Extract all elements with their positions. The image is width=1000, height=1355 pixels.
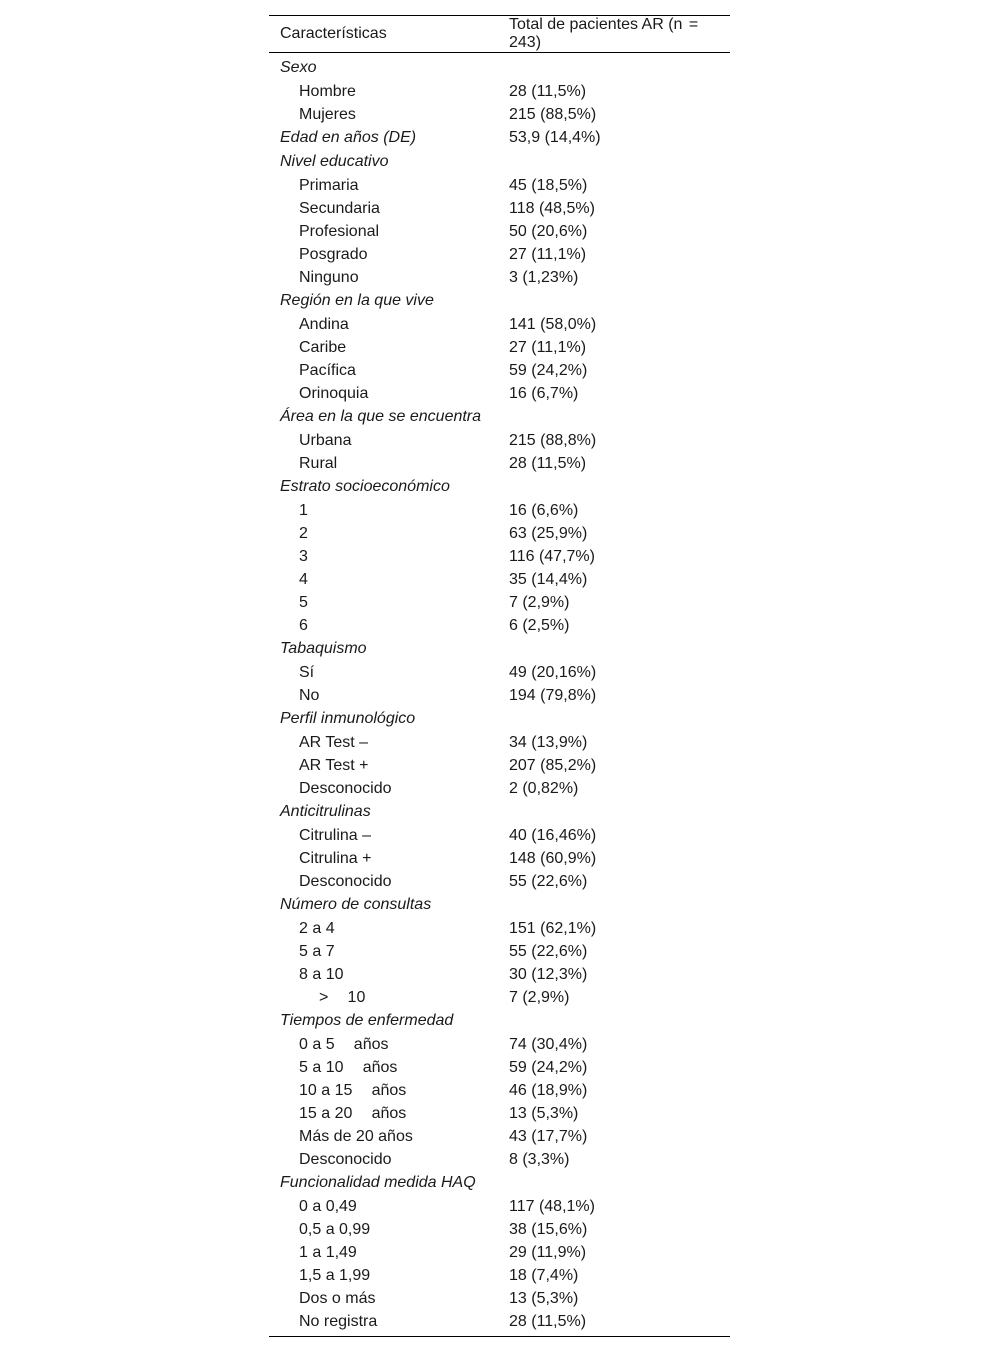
section-row: [269, 1009, 730, 1033]
table-row: [269, 1195, 730, 1218]
row-value: 38 (15,6%): [509, 1221, 588, 1238]
row-value: 49 (20,16%): [509, 664, 597, 681]
row-value: [498, 1009, 730, 1033]
row-value: 74 (30,4%): [509, 1036, 588, 1053]
section-row: [269, 150, 730, 174]
section-row: [269, 475, 730, 499]
row-label: 2: [299, 525, 308, 542]
table-row: [269, 1079, 730, 1102]
table-row: [269, 382, 730, 405]
row-value: 118 (48,5%): [509, 200, 595, 217]
row-value: 215 (88,8%): [509, 432, 597, 449]
row-value: 40 (16,46%): [509, 827, 597, 844]
row-label: 0,5 a 0,99: [299, 1221, 371, 1238]
table-row: [269, 568, 730, 591]
row-label: Sí: [299, 664, 315, 681]
section-row: [269, 53, 730, 81]
table-row: [269, 1218, 730, 1241]
row-label: Urbana: [299, 432, 352, 449]
patient-characteristics-table: [269, 15, 730, 1337]
table-row: [269, 1102, 730, 1125]
row-label: Desconocido: [299, 873, 392, 890]
table-row: [269, 754, 730, 777]
row-value: 7 (2,9%): [509, 594, 570, 611]
table-row: [269, 1310, 730, 1337]
table-row: [269, 1033, 730, 1056]
table-row: [269, 266, 730, 289]
table-row: [269, 591, 730, 614]
table-row: [269, 986, 730, 1009]
row-value: 55 (22,6%): [509, 943, 588, 960]
section-row: [269, 126, 730, 150]
header-total-patients: Total de pacientes AR (n = 243): [509, 16, 705, 51]
row-label: 10 a 15 años: [299, 1082, 407, 1099]
row-value: 3 (1,23%): [509, 269, 579, 286]
row-label: Andina: [299, 316, 349, 333]
table-row: [269, 870, 730, 893]
table-row: [269, 80, 730, 103]
row-value: 2 (0,82%): [509, 780, 579, 797]
table-row: [269, 499, 730, 522]
table-row: [269, 824, 730, 847]
row-value: [498, 475, 730, 499]
row-value: 63 (25,9%): [509, 525, 588, 542]
table-row: [269, 429, 730, 452]
row-value: 116 (47,7%): [509, 548, 595, 565]
section-row: [269, 800, 730, 824]
table-row: [269, 1264, 730, 1287]
table-row: [269, 197, 730, 220]
row-value: 215 (88,5%): [509, 106, 597, 123]
table-row: [269, 174, 730, 197]
row-value: 55 (22,6%): [509, 873, 588, 890]
table-row: [269, 917, 730, 940]
row-label: Orinoquia: [299, 385, 369, 402]
table-row: [269, 1125, 730, 1148]
table-row: [269, 243, 730, 266]
row-label: Dos o más: [299, 1290, 376, 1307]
section-row: [269, 289, 730, 313]
row-value: [498, 405, 730, 429]
row-label: Citrulina –: [299, 827, 372, 844]
row-label: Rural: [299, 455, 338, 472]
row-label: 1: [299, 502, 308, 519]
row-label: 1,5 a 1,99: [299, 1267, 371, 1284]
table-row: [269, 1241, 730, 1264]
row-label: Caribe: [299, 339, 347, 356]
section-row: [269, 637, 730, 661]
row-label: Citrulina +: [299, 850, 372, 867]
row-value: 28 (11,5%): [509, 455, 587, 472]
table-row: [269, 522, 730, 545]
row-value: 148 (60,9%): [509, 850, 597, 867]
section-label: Número de consultas: [280, 896, 432, 913]
table-row: [269, 661, 730, 684]
row-label: 2 a 4: [299, 920, 335, 937]
table-row: [269, 847, 730, 870]
row-value: 29 (11,9%): [509, 1244, 587, 1261]
row-value: 6 (2,5%): [509, 617, 570, 634]
row-value: 30 (12,3%): [509, 966, 588, 983]
row-value: [498, 289, 730, 313]
row-label: Hombre: [299, 83, 356, 100]
table-row: [269, 777, 730, 800]
row-value: 28 (11,5%): [509, 1313, 587, 1330]
section-row: [269, 893, 730, 917]
row-label: AR Test –: [299, 734, 369, 751]
row-value: [498, 893, 730, 917]
row-label: No registra: [299, 1313, 378, 1330]
table-row: [269, 614, 730, 637]
row-value: 8 (3,3%): [509, 1151, 570, 1168]
row-value: 34 (13,9%): [509, 734, 588, 751]
table-row: [269, 1148, 730, 1171]
section-label: Sexo: [280, 59, 317, 76]
row-label: Desconocido: [299, 780, 392, 797]
row-label: Ninguno: [299, 269, 359, 286]
section-label: Región en la que vive: [280, 292, 434, 309]
section-row: [269, 707, 730, 731]
row-value: 207 (85,2%): [509, 757, 597, 774]
row-label: 5 a 7: [299, 943, 335, 960]
table-header-row: [269, 16, 730, 53]
row-label: 0 a 5 años: [299, 1036, 389, 1053]
row-label: AR Test +: [299, 757, 369, 774]
row-value: 16 (6,7%): [509, 385, 579, 402]
row-value: 45 (18,5%): [509, 177, 588, 194]
row-label: Primaria: [299, 177, 359, 194]
row-value: 46 (18,9%): [509, 1082, 588, 1099]
row-value: 141 (58,0%): [509, 316, 597, 333]
table-row: [269, 452, 730, 475]
section-row: [269, 1171, 730, 1195]
row-label: No: [299, 687, 320, 704]
table-row: [269, 963, 730, 986]
row-value: [498, 1171, 730, 1195]
row-value: 50 (20,6%): [509, 223, 588, 240]
row-label: 8 a 10: [299, 966, 344, 983]
row-value: 59 (24,2%): [509, 362, 588, 379]
row-label: > 10: [319, 989, 366, 1006]
row-label: Posgrado: [299, 246, 368, 263]
row-label: 5: [299, 594, 308, 611]
section-label: Perfil inmunológico: [280, 710, 416, 727]
row-label: 5 a 10 años: [299, 1059, 398, 1076]
section-label: Área en la que se encuentra: [280, 408, 482, 425]
row-value: 59 (24,2%): [509, 1059, 588, 1076]
row-value: 7 (2,9%): [509, 989, 570, 1006]
row-value: 13 (5,3%): [509, 1290, 579, 1307]
section-label: Funcionalidad medida HAQ: [280, 1174, 476, 1191]
row-value: [498, 150, 730, 174]
section-row: [269, 405, 730, 429]
row-label: Desconocido: [299, 1151, 392, 1168]
section-label: Estrato socioeconómico: [280, 478, 450, 495]
row-label: Mujeres: [299, 106, 356, 123]
row-label: 1 a 1,49: [299, 1244, 357, 1261]
section-label: Tabaquismo: [280, 640, 367, 657]
row-value: [498, 800, 730, 824]
row-value: 18 (7,4%): [509, 1267, 579, 1284]
row-label: 0 a 0,49: [299, 1198, 357, 1215]
row-value: [498, 637, 730, 661]
table-row: [269, 731, 730, 754]
table-row: [269, 545, 730, 568]
table-body: [269, 53, 730, 1337]
row-value: 117 (48,1%): [509, 1198, 595, 1215]
row-value: 35 (14,4%): [509, 571, 588, 588]
row-label: Pacífica: [299, 362, 356, 379]
table-row: [269, 1287, 730, 1310]
table-row: [269, 684, 730, 707]
row-value: 28 (11,5%): [509, 83, 587, 100]
section-label: Edad en años (DE): [280, 129, 417, 146]
row-label: 3: [299, 548, 308, 565]
row-value: 194 (79,8%): [509, 687, 597, 704]
table-row: [269, 336, 730, 359]
row-value: [498, 53, 730, 81]
row-label: 6: [299, 617, 308, 634]
table-row: [269, 103, 730, 126]
row-value: 27 (11,1%): [509, 246, 587, 263]
row-label: Secundaria: [299, 200, 380, 217]
table-row: [269, 313, 730, 336]
row-value: 27 (11,1%): [509, 339, 587, 356]
row-value: [498, 707, 730, 731]
section-label: Nivel educativo: [280, 153, 389, 170]
table-row: [269, 220, 730, 243]
table-row: [269, 359, 730, 382]
row-value: 151 (62,1%): [509, 920, 597, 937]
section-label: Anticitrulinas: [280, 803, 371, 820]
characteristics-table-container: [269, 15, 730, 1337]
row-value: 53,9 (14,4%): [509, 129, 601, 146]
row-value: 13 (5,3%): [509, 1105, 579, 1122]
row-label: Más de 20 años: [299, 1128, 413, 1145]
table-row: [269, 1056, 730, 1079]
row-value: 16 (6,6%): [509, 502, 579, 519]
row-label: Profesional: [299, 223, 380, 240]
table-row: [269, 940, 730, 963]
row-value: 43 (17,7%): [509, 1128, 588, 1145]
row-label: 15 a 20 años: [299, 1105, 407, 1122]
section-label: Tiempos de enfermedad: [280, 1012, 454, 1029]
row-label: 4: [299, 571, 308, 588]
header-characteristics: Características: [280, 25, 387, 42]
